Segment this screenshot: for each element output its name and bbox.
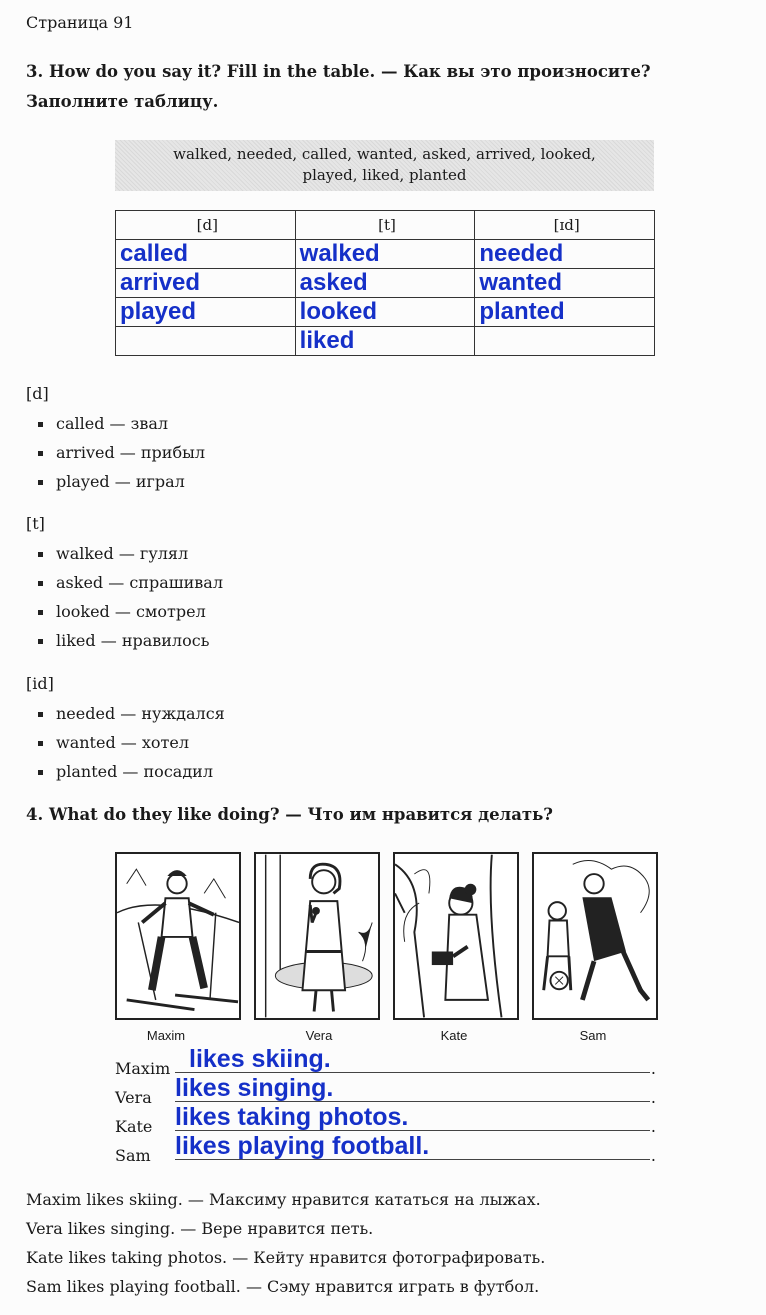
list-item: liked — нравилось [38,626,223,655]
table-row [116,298,655,327]
answer-name: Vera [115,1088,152,1107]
table-row [116,240,655,269]
answer-text: likes singing. [175,1074,334,1102]
table-cell: needed [475,240,655,269]
skier-icon [117,854,239,1018]
answer-name: Maxim [115,1059,171,1078]
football-icon [534,854,656,1018]
football-illustration [532,852,658,1020]
camera-icon [395,854,517,1018]
translation-line: Kate likes taking photos. — Кейту нравится фотографировать. [26,1248,546,1267]
list-item: planted — посадил [38,757,225,786]
table-cell: planted [475,298,655,327]
sound-table [115,210,655,356]
word-box [115,140,654,191]
group-title-d: [d] [26,384,49,403]
list-item: arrived — прибыл [38,438,205,467]
answer-dot: . [650,1117,656,1136]
table-row [116,327,655,356]
header-id: [ɪd] [475,211,655,240]
list-item: asked — спрашивал [38,568,223,597]
caption-maxim: Maxim [146,1028,186,1043]
translation-line: Vera likes singing. — Вере нравится петь. [26,1219,374,1238]
list-item: played — играл [38,467,205,496]
word-list-d [38,409,205,496]
photographer-illustration [393,852,519,1020]
word-box-line-1: walked, needed, called, wanted, asked, arrived, looked, [173,145,596,163]
illustrations [115,852,655,1022]
answer-text: likes skiing. [189,1045,331,1073]
list-item: called — звал [38,409,205,438]
group-title-id: [id] [26,674,54,693]
list-item: looked — смотрел [38,597,223,626]
table-cell: walked [295,240,475,269]
singer-illustration [254,852,380,1020]
skier-illustration [115,852,241,1020]
header-t: [t] [295,211,475,240]
caption-vera: Vera [305,1028,333,1043]
list-item: walked — гулял [38,539,223,568]
answer-dot: . [650,1088,656,1107]
table-cell: looked [295,298,475,327]
list-item: needed — нуждался [38,699,225,728]
table-header-row [116,211,655,240]
page-label: Страница 91 [26,13,134,32]
word-box-line-2: played, liked, planted [302,166,467,184]
caption-sam: Sam [579,1028,607,1043]
table-cell: played [116,298,296,327]
header-d: [d] [116,211,296,240]
table-cell: arrived [116,269,296,298]
answer-text: likes taking photos. [175,1103,409,1131]
table-cell [116,327,296,356]
word-list-t [38,539,223,655]
answer-text: likes playing football. [175,1132,430,1160]
table-cell [475,327,655,356]
table-cell: liked [295,327,475,356]
exercise-3-heading: 3. How do you say it? Fill in the table. — Как вы это произносите? Заполните таблицу. [26,62,651,111]
translation-line: Sam likes playing football. — Сэму нравится играть в футбол. [26,1277,540,1296]
exercise-4-heading: 4. What do they like doing? — Что им нравится делать? [26,805,553,824]
word-list-id [38,699,225,786]
list-item: wanted — хотел [38,728,225,757]
table-cell: called [116,240,296,269]
translation-line: Maxim likes skiing. — Максиму нравится кататься на лыжах. [26,1190,541,1209]
caption-kate: Kate [440,1028,468,1043]
table-cell: wanted [475,269,655,298]
singer-icon [256,854,378,1018]
answer-row-sam [115,1132,660,1165]
answer-dot: . [650,1146,656,1165]
group-title-t: [t] [26,514,45,533]
table-row [116,269,655,298]
answer-dot: . [650,1059,656,1078]
answer-name: Kate [115,1117,153,1136]
table-cell: asked [295,269,475,298]
answer-name: Sam [115,1146,151,1165]
